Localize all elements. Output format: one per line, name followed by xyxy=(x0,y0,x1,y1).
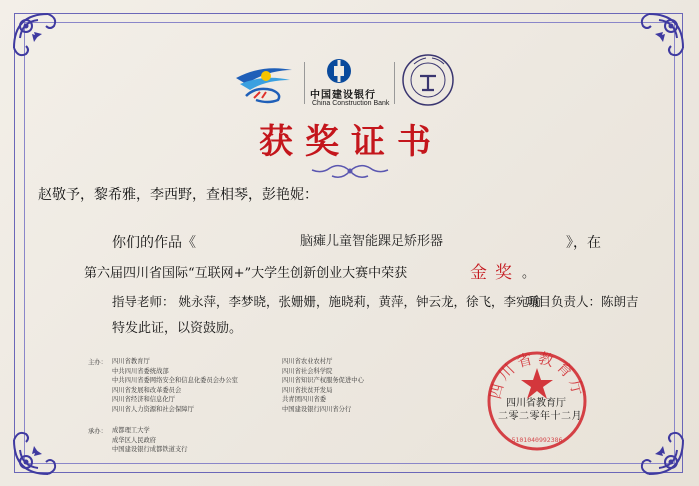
logo-divider xyxy=(394,62,395,104)
logo-divider xyxy=(304,62,305,104)
corner-ornament-bottom-left xyxy=(8,410,78,480)
competition-line: 第六届四川省国际“互联网+”大学生创新创业大赛中荣获 xyxy=(84,266,408,281)
hosts-left-list xyxy=(112,357,238,414)
organizer-item: 成华区人民政府 xyxy=(112,436,157,444)
organizer-item: 中国建设银行成都铁道支行 xyxy=(112,446,188,453)
seal-ring-text: 四川省教育厅 xyxy=(486,348,588,402)
hosts-right-list xyxy=(282,357,364,414)
corner-ornament-bottom-right xyxy=(619,410,689,480)
university-seal-icon xyxy=(400,52,456,108)
certificate-title: 获奖证书 xyxy=(259,122,443,162)
host-item: 中共四川省委统战部 xyxy=(112,367,169,375)
host-item: 四川省经济和信息化厅 xyxy=(112,396,175,403)
organizer-item: 成都理工大学 xyxy=(112,427,150,434)
ccb-name-en: China Construction Bank xyxy=(312,100,390,107)
sponsor-logos xyxy=(232,52,472,112)
competition-logo xyxy=(232,56,300,106)
organizers-list xyxy=(112,426,188,455)
corner-ornament-top-right xyxy=(619,8,689,78)
host-item: 四川省发展和改革委员会 xyxy=(112,386,182,394)
ccb-logo-icon xyxy=(326,58,352,84)
work-prefix: 你们的作品《 xyxy=(112,235,196,251)
host-item: 共青团四川省委 xyxy=(282,396,327,403)
host-item: 中共四川省委网络安全和信息化委员会办公室 xyxy=(112,377,238,384)
advisors-line: 指导老师： 姚永萍，李梦晓，张姗姗，施晓莉，黄萍，钟云龙，徐飞，李宛瑜 xyxy=(112,294,541,309)
host-item: 四川省农业农村厅 xyxy=(282,358,333,365)
host-item: 四川省扶贫开发局 xyxy=(282,386,333,394)
award-level: 金奖 xyxy=(470,263,520,283)
work-title: 脑瘫儿童智能踝足矫形器 xyxy=(300,234,444,249)
host-label: 主办： xyxy=(88,359,107,366)
issuer-name: 四川省教育厅 xyxy=(506,398,566,409)
issue-date: 二零二零年十二月 xyxy=(498,411,582,422)
ccb-name-cn: 中国建设银行 xyxy=(310,90,376,101)
organizer-label: 承办： xyxy=(88,428,107,435)
corner-ornament-top-left xyxy=(8,8,78,78)
host-item: 四川省人力资源和社会保障厅 xyxy=(112,405,194,413)
host-item: 四川省知识产权服务促进中心 xyxy=(282,377,364,384)
host-item: 中国建设银行四川省分行 xyxy=(282,405,352,413)
project-leader: 项目负责人：陈朗吉 xyxy=(526,294,639,309)
recipients-line: 赵敬予，黎希雅，李西野，查相琴，彭艳妮： xyxy=(38,187,318,203)
title-ornament-icon xyxy=(302,160,398,182)
closing-line: 特发此证，以资鼓励。 xyxy=(112,321,243,336)
seal-serial: 5101040992386 xyxy=(511,436,563,444)
host-item: 四川省教育厅 xyxy=(112,358,150,365)
work-suffix: 》，在 xyxy=(566,235,601,251)
host-item: 四川省社会科学院 xyxy=(282,367,333,375)
award-period: 。 xyxy=(522,266,536,281)
